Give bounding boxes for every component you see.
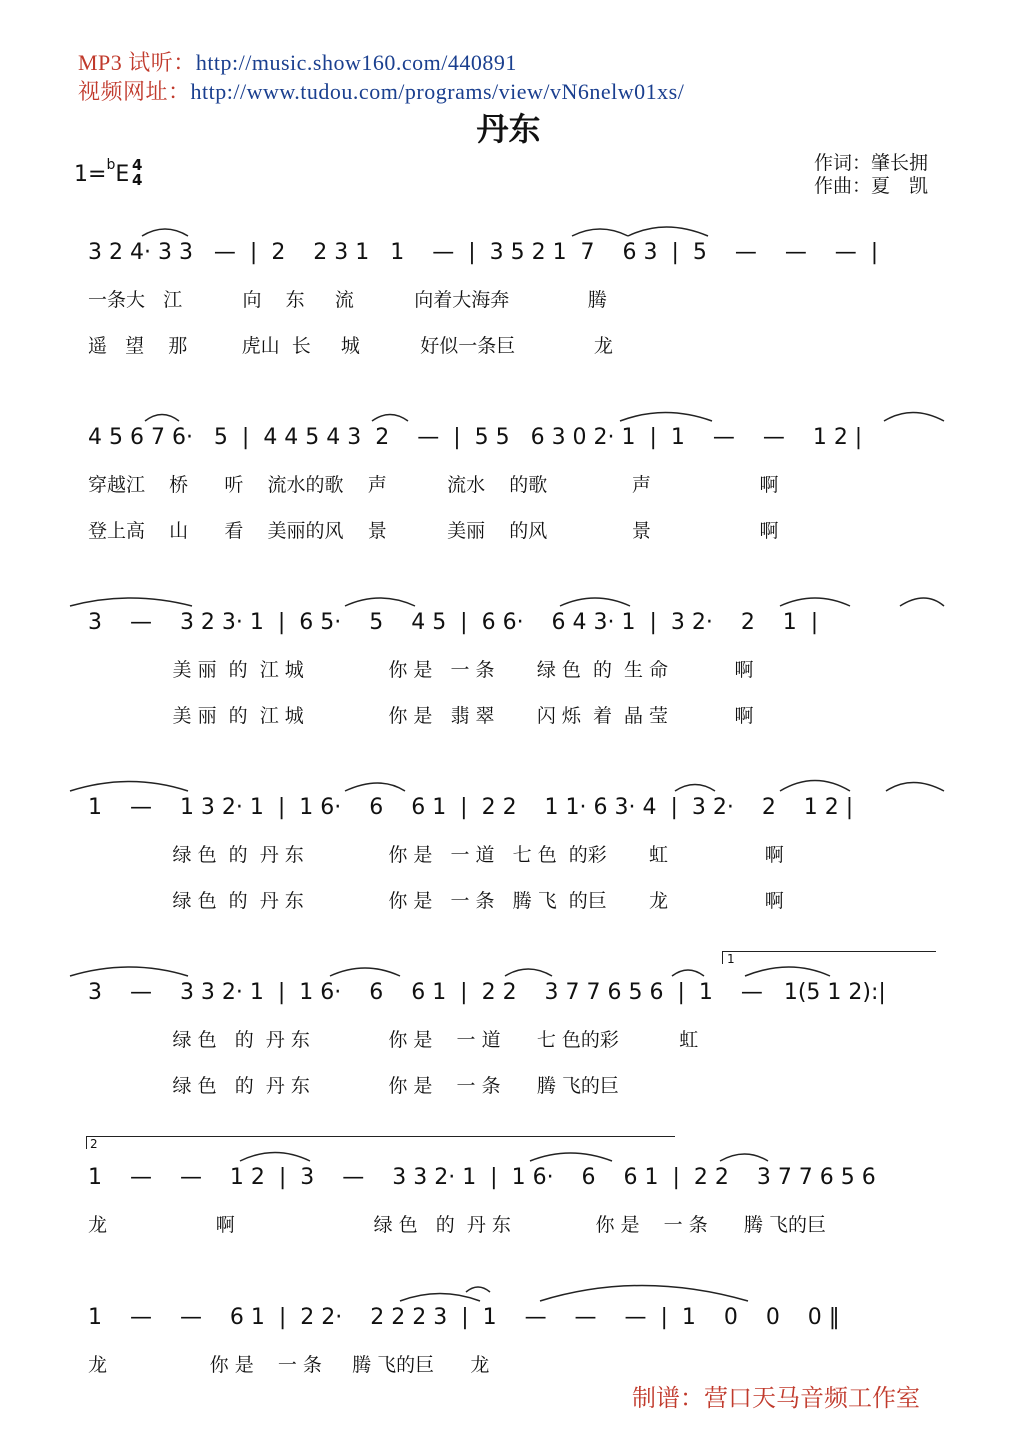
lyrics-row-2-verse-1: 穿越江 桥 听 流水的歌 声 流水 的歌 声 啊: [88, 474, 779, 496]
slur: [400, 1294, 480, 1302]
mp3-label: MP3 试听：: [78, 50, 196, 75]
slur: [145, 415, 179, 422]
lyrics-row-3-verse-2: 美 丽 的 江 城 你 是 翡 翠 闪 烁 着 晶 莹 啊: [88, 705, 754, 727]
lyrics-row-1-verse-1: 一条大 江 向 东 流 向着大海奔 腾: [88, 289, 607, 311]
second-ending-label: 2: [90, 1137, 98, 1151]
notation-row-1: 3 2 4· 3 3 — | 2 2 3 1 1 — | 3 5 2 1 7 6 3 | 5 — — — |: [88, 240, 879, 265]
slur: [530, 1153, 612, 1161]
slur: [345, 783, 405, 791]
lyrics-row-5-verse-1: 绿 色 的 丹 东 你 是 一 道 七 色的彩 虹: [88, 1029, 699, 1051]
lyrics-row-2-verse-2: 登上高 山 看 美丽的风 景 美丽 的风 景 啊: [88, 520, 779, 542]
slur: [372, 415, 408, 422]
video-label: 视频网址：: [78, 79, 191, 104]
lyricist-credit: 作词：肇长拥: [814, 152, 929, 174]
slur: [884, 413, 944, 422]
slur: [70, 967, 188, 976]
notation-row-2: 4 5 6 7 6· 5 | 4 4 5 4 3 2 — | 5 5 6 3 0 2· 1 | 1 — — 1 2 |: [88, 425, 863, 450]
lyrics-row-3-verse-1: 美 丽 的 江 城 你 是 一 条 绿 色 的 生 命 啊: [88, 659, 754, 681]
second-ending-bracket: [86, 1136, 675, 1149]
notation-row-3: 3 — 3 2 3· 1 | 6 5· 5 4 5 | 6 6· 6 4 3· 1 | 3 2· 2 1 |: [88, 610, 819, 635]
slur: [900, 598, 944, 606]
notation-row-5: 3 — 3 3 2· 1 | 1 6· 6 6 1 | 2 2 3 7 7 6 5 6 | 1 — 1(5 1 2):|: [88, 980, 886, 1005]
slur: [628, 227, 708, 236]
lyrics-row-7-verse-1: 龙 你 是 一 条 腾 飞的巨 龙: [88, 1354, 490, 1376]
arranger-credit: 制谱：营口天马音频工作室: [632, 1386, 920, 1412]
fermata: [466, 1287, 490, 1292]
slur: [780, 781, 850, 792]
mp3-link[interactable]: http://music.show160.com/440891: [195, 50, 517, 75]
lyrics-row-1-verse-2: 遥 望 那 虎山 长 城 好似一条巨 龙: [88, 335, 613, 357]
lyrics-row-4-verse-2: 绿 色 的 丹 东 你 是 一 条 腾 飞 的巨 龙 啊: [88, 890, 784, 912]
slur: [672, 970, 704, 976]
mp3-line: [78, 46, 517, 77]
slur: [505, 969, 552, 976]
lyrics-row-5-verse-2: 绿 色 的 丹 东 你 是 一 条 腾 飞的巨: [88, 1075, 619, 1097]
slur: [345, 598, 415, 606]
slur: [780, 598, 850, 606]
first-ending-label: 1: [727, 952, 735, 966]
slur: [70, 782, 188, 792]
lyrics-row-6-verse-1: 龙 啊 绿 色 的 丹 东 你 是 一 条 腾 飞的巨: [88, 1214, 826, 1236]
slur: [540, 1286, 748, 1302]
time-bottom: 4: [132, 171, 143, 189]
video-link[interactable]: http://www.tudou.com/programs/view/vN6nelw01xs/: [190, 79, 685, 104]
flat-sign: b: [106, 157, 116, 173]
first-ending-bracket: [722, 951, 936, 964]
notation-row-6: 1 — — 1 2 | 3 — 3 3 2· 1 | 1 6· 6 6 1 | 2 2 3 7 7 6 5 6: [88, 1165, 876, 1190]
video-line: [78, 75, 684, 106]
key-signature: [74, 157, 130, 187]
song-title: 丹东: [476, 110, 541, 148]
notation-row-7: 1 — — 6 1 | 2 2· 2 2 2 3 | 1 — — — | 1 0 0 0 ‖: [88, 1305, 840, 1330]
slur: [620, 413, 712, 422]
slur: [142, 229, 188, 236]
slur: [70, 598, 192, 606]
time-signature: [132, 158, 142, 188]
slur: [330, 968, 400, 976]
composer-credit: 作曲：夏 凯: [814, 175, 929, 197]
slur: [745, 967, 830, 976]
notation-row-4: 1 — 1 3 2· 1 | 1 6· 6 6 1 | 2 2 1 1· 6 3· 4 | 3 2· 2 1 2 |: [88, 795, 854, 820]
time-top: 4: [132, 156, 143, 174]
slur: [886, 783, 944, 792]
key-prefix: 1=: [74, 162, 107, 187]
slur: [240, 1153, 310, 1162]
slur: [560, 598, 630, 606]
lyrics-row-4-verse-1: 绿 色 的 丹 东 你 是 一 道 七 色 的彩 虹 啊: [88, 844, 784, 866]
slur: [675, 785, 715, 792]
key-note: E: [115, 162, 130, 187]
slur: [720, 1154, 768, 1161]
slur: [572, 229, 628, 236]
